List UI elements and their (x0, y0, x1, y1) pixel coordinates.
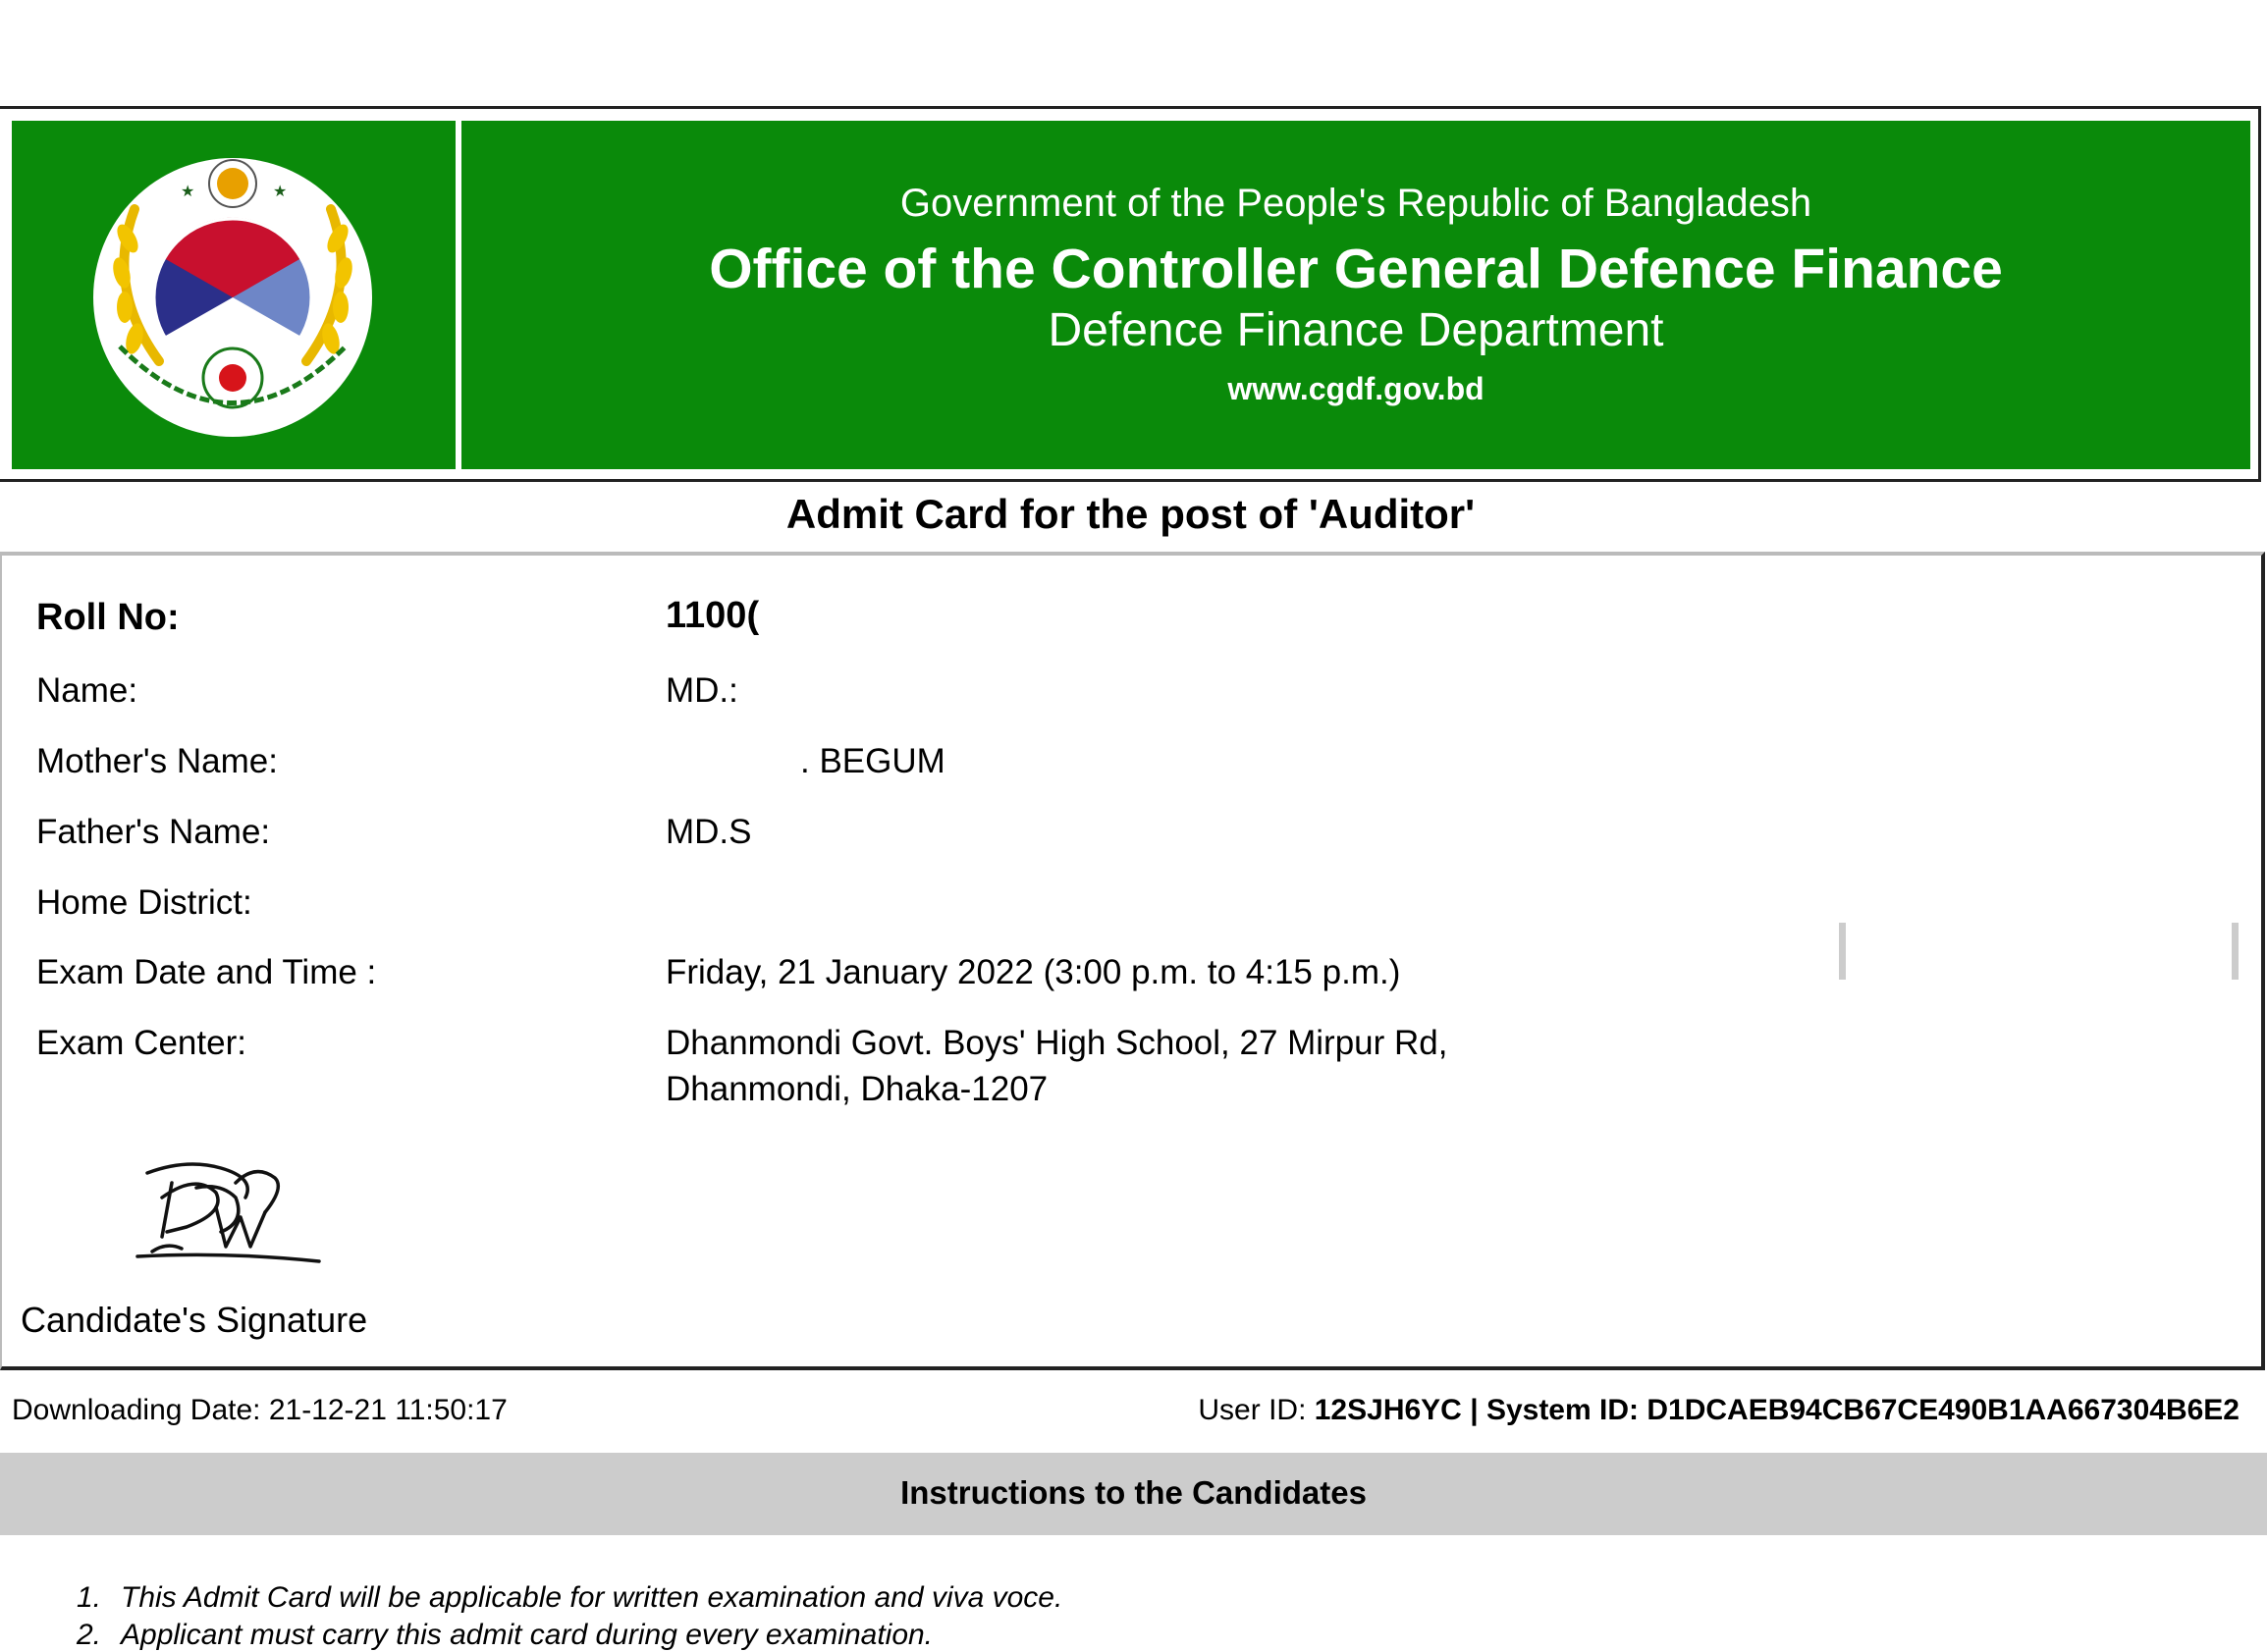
instructions-band (0, 1453, 2267, 1535)
svg-text:★: ★ (181, 184, 195, 200)
instruction-item (77, 1619, 933, 1652)
cgdf-emblem-icon (12, 121, 456, 469)
roll-no-value: 1100( (666, 595, 760, 636)
mother-name-value: . BEGUM (800, 742, 945, 780)
instruction-text: Applicant must carry this admit card during every examination. (121, 1619, 934, 1651)
instructions-title: Instructions to the Candidates (900, 1474, 1367, 1511)
candidate-signature-label: Candidate's Signature (21, 1300, 368, 1340)
divider-mark (2232, 923, 2239, 980)
roll-no-label: Roll No: (36, 597, 180, 638)
header-title-panel (461, 121, 2250, 469)
system-id-value: D1DCAEB94CB67CE490B1AA667304B6E2 (1646, 1394, 2240, 1426)
svg-text:★: ★ (273, 184, 288, 200)
website-line: www.cgdf.gov.bd (1227, 371, 1484, 406)
government-line: Government of the People's Republic of Bangladesh (899, 182, 1812, 225)
department-line: Defence Finance Department (1048, 304, 1664, 356)
exam-center-line2: Dhanmondi, Dhaka-1207 (666, 1070, 1049, 1108)
exam-center-label: Exam Center: (36, 1024, 246, 1062)
name-value: MD.: (666, 671, 738, 710)
candidate-signature-image (128, 1153, 334, 1281)
exam-date-label: Exam Date and Time : (36, 953, 377, 991)
divider-mark (1839, 923, 1846, 980)
user-id-label: User ID: (1198, 1394, 1307, 1426)
instruction-text: This Admit Card will be applicable for written examination and viva voce. (121, 1581, 1063, 1614)
system-ids (1198, 1394, 2240, 1427)
instruction-number: 2. (77, 1619, 102, 1651)
logo-panel (12, 121, 456, 469)
father-name-value: MD.S (666, 813, 752, 851)
downloading-date: Downloading Date: 21-12-21 11:50:17 (12, 1394, 508, 1426)
admit-card-title: Admit Card for the post of 'Auditor' (785, 491, 1476, 537)
exam-date-value: Friday, 21 January 2022 (3:00 p.m. to 4:15 p.m.) (666, 953, 1401, 991)
instruction-number: 1. (77, 1581, 102, 1614)
name-label: Name: (36, 671, 138, 710)
father-name-label: Father's Name: (36, 813, 271, 851)
home-district-label: Home District: (36, 883, 252, 922)
user-id-value: 12SJH6YC (1314, 1394, 1462, 1426)
system-id-label: System ID: (1485, 1394, 1639, 1426)
instruction-item (77, 1581, 1062, 1615)
mother-name-label: Mother's Name: (36, 742, 278, 780)
id-separator: | (1470, 1394, 1479, 1426)
office-title: Office of the Controller General Defence Finance (709, 238, 2003, 300)
exam-center-line1: Dhanmondi Govt. Boys' High School, 27 Mirpur Rd, (666, 1024, 1448, 1062)
